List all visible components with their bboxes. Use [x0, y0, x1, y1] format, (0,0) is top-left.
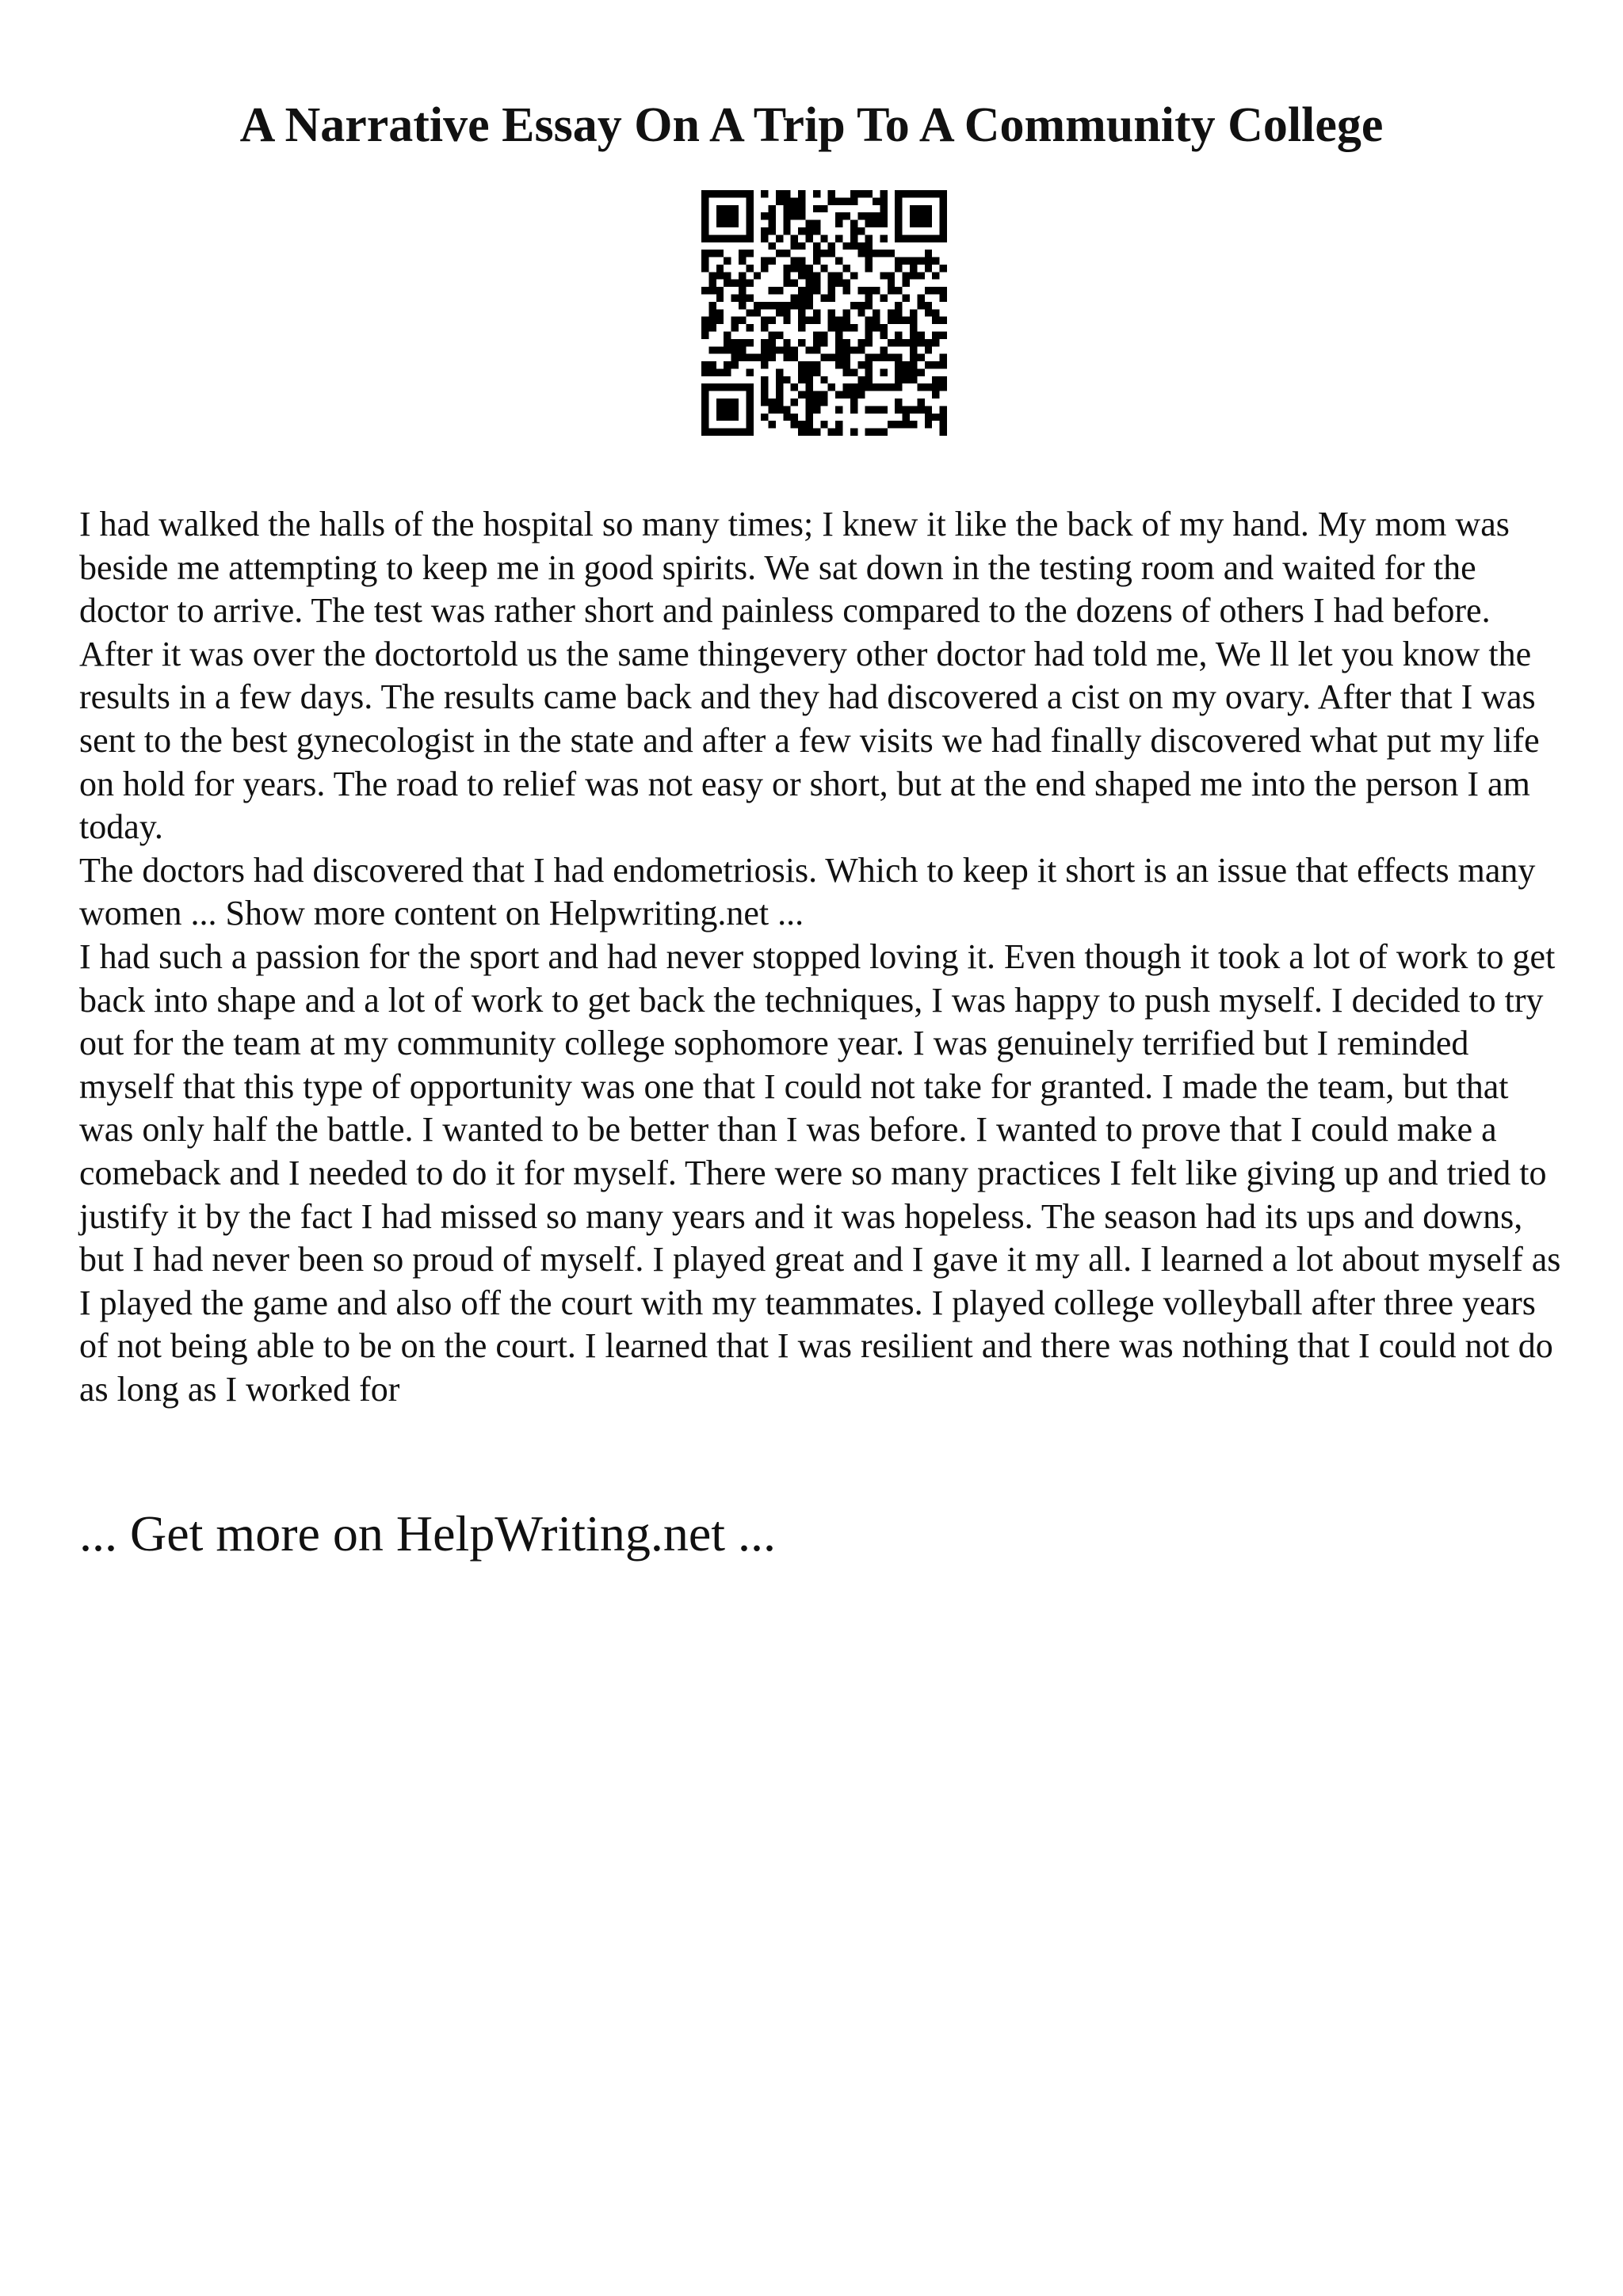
paragraph-2: The doctors had discovered that I had endometriosis. Which to keep it short is an issue that effects many women ... Show more content on Helpwriting.net ... [79, 850, 1536, 933]
paragraph-1: I had walked the halls of the hospital so many times; I knew it like the back of my hand. My mom was beside me attempting to keep me in good spirits. We sat down in the testing room and waited for the doctor to arrive. The test was rather short and painless compared to the dozens of others I had before. After it was over the doctortold us the same thingevery other doctor had told me, We ll let you know the results in a few days. The results came back and they had discovered a cist on my ovary. After that I was sent to the best gynecologist in the state and after a few visits we had finally discovered what put my life on hold for years. The road to relief was not easy or short, but at the end shaped me into the person I am today. [79, 505, 1540, 847]
get-more-link[interactable]: ... Get more on HelpWriting.net ... [79, 1505, 776, 1562]
qr-code-icon [701, 190, 947, 436]
paragraph-3: I had such a passion for the sport and had never stopped loving it. Even though it took a lot of work to get back into shape and a lot of work to get back the techniques, I was happy to push myself. I decided to try out for the team at my community college sophomore year. I was genuinely terrified but I reminded myself that this type of opportunity was one that I could not take for granted. I made the team, but that was only half the battle. I wanted to be better than I was before. I wanted to prove that I could make a comeback and I needed to do it for myself. There were so many practices I felt like giving up and tried to justify it by the fact I had missed so many years and it was hopeless. The season had its ups and downs, but I had never been so proud of myself. I played great and I gave it my all. I learned a lot about myself as I played the game and also off the court with my teammates. I played college volleyball after three years of not being able to be on the court. I learned that I was resilient and there was nothing that I could not do as long as I worked for [79, 936, 1561, 1409]
essay-body [79, 503, 1569, 1411]
document-title: A Narrative Essay On A Trip To A Community College [239, 98, 1384, 152]
